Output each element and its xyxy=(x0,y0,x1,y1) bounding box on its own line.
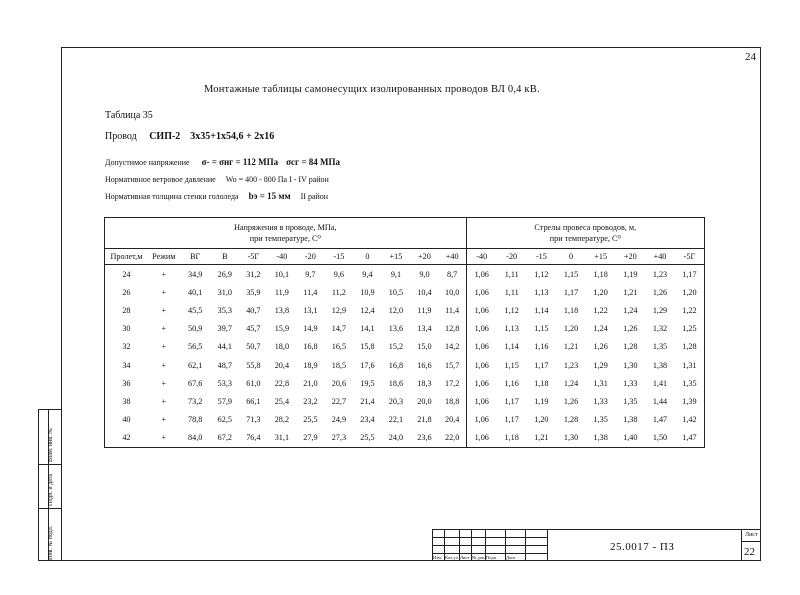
wind-value: Wo = 400 - 800 Па I - IV район xyxy=(225,175,329,184)
table-cell: 1,50 xyxy=(645,429,675,448)
table-cell: 34,9 xyxy=(188,269,203,279)
table-cell: 1,28 xyxy=(563,415,579,425)
group-header-sag: Стрелы провеса проводов, м, при температуре, С⁰ xyxy=(466,218,704,249)
column-header: -40 xyxy=(466,249,497,265)
table-cell: 48,7 xyxy=(217,360,232,370)
column-header: +20 xyxy=(410,249,439,265)
table-cell: 62,1 xyxy=(188,360,203,370)
column-header: Режим xyxy=(148,249,180,265)
table-cell: 1,21 xyxy=(623,287,638,297)
table-cell: 45,5 xyxy=(188,305,203,315)
table-cell: 11,9 xyxy=(417,305,432,315)
table-cell: 1,29 xyxy=(652,305,668,315)
table-cell: 67,6 xyxy=(188,378,203,388)
column-header: 0 xyxy=(556,249,586,265)
table-cell: 1,38 xyxy=(623,415,638,425)
param-ice xyxy=(105,191,328,201)
left-sidebar-stamp xyxy=(38,409,61,561)
table-row xyxy=(105,265,705,284)
table-cell: + xyxy=(161,415,167,425)
column-header: -20 xyxy=(296,249,325,265)
table-cell: 12,0 xyxy=(388,305,404,315)
table-cell: 11,4 xyxy=(439,301,466,319)
table-cell: 18,0 xyxy=(274,342,290,352)
table-cell: 11,2 xyxy=(331,287,346,297)
table-cell: 61,0 xyxy=(246,378,261,388)
table-cell: 1,06 xyxy=(474,415,489,425)
stamp-column-label: Изм. xyxy=(433,555,442,560)
table-cell: 1,15 xyxy=(504,360,519,370)
table-row xyxy=(105,283,705,301)
table-cell: 34 xyxy=(105,356,148,374)
wire-brand: СИП-2 xyxy=(149,131,181,142)
table-cell: 13,6 xyxy=(388,324,404,334)
table-cell: 42 xyxy=(105,429,148,448)
table-cell: 1,11 xyxy=(504,287,519,297)
table-cell: 21,0 xyxy=(303,378,318,388)
param-wind xyxy=(105,175,329,184)
table-cell: 1,23 xyxy=(563,360,579,370)
table-cell: 1,23 xyxy=(652,269,668,279)
sidebar-label-sign: Подп. и дата xyxy=(48,473,54,506)
table-cell: 18,5 xyxy=(331,360,347,370)
table-name: Таблица 35 xyxy=(105,110,153,121)
table-cell: 16,6 xyxy=(417,360,432,370)
wire-label: Провод xyxy=(105,131,137,142)
table-cell: 13,1 xyxy=(303,305,318,315)
table-cell: 1,20 xyxy=(593,287,608,297)
table-cell: 12,8 xyxy=(439,320,466,338)
table-cell: 1,31 xyxy=(593,378,608,388)
table-cell: 1,21 xyxy=(563,342,579,352)
table-cell: 1,26 xyxy=(652,287,668,297)
table-cell: 1,35 xyxy=(675,374,705,392)
table-cell: 55,8 xyxy=(246,360,261,370)
column-header: -40 xyxy=(268,249,297,265)
stamp-column-label: Кол.уч xyxy=(445,555,458,560)
table-cell: 1,30 xyxy=(623,360,638,370)
table-cell: 18,3 xyxy=(417,378,432,388)
table-cell: 25,5 xyxy=(353,429,382,448)
table-cell: 1,06 xyxy=(474,324,489,334)
table-cell: 12,9 xyxy=(331,305,347,315)
table-cell: 1,06 xyxy=(474,360,489,370)
table-cell: 44,1 xyxy=(217,342,232,352)
table-body xyxy=(105,265,705,448)
table-cell: 36 xyxy=(105,374,148,392)
table-cell: 31,2 xyxy=(246,269,261,279)
table-cell: 1,26 xyxy=(623,324,638,334)
table-row xyxy=(105,301,705,319)
table-cell: 10,4 xyxy=(417,287,432,297)
sidebar-label-replace: Взам. инв. № xyxy=(48,428,54,462)
table-cell: 1,35 xyxy=(623,396,638,406)
table-cell: 1,31 xyxy=(675,356,705,374)
table-cell: + xyxy=(161,378,167,388)
column-header: -15 xyxy=(325,249,354,265)
table-cell: 1,14 xyxy=(534,305,549,315)
page-title: Монтажные таблицы самонесущих изолированных проводов ВЛ 0,4 кВ. xyxy=(204,84,540,95)
sheet-number: 22 xyxy=(744,546,755,558)
table-cell: 24,9 xyxy=(331,415,347,425)
table-cell: 71,3 xyxy=(246,415,261,425)
table-cell: 13,8 xyxy=(274,305,290,315)
wire-spec: 3х35+1х54,6 + 2х16 xyxy=(190,131,275,142)
table-cell: 1,12 xyxy=(504,305,519,315)
table-cell: 15,2 xyxy=(388,342,404,352)
table-cell: 1,28 xyxy=(623,342,638,352)
table-cell: 1,35 xyxy=(593,415,608,425)
table-cell: 1,32 xyxy=(652,324,668,334)
table-cell: 1,28 xyxy=(675,338,705,356)
table-cell: 15,0 xyxy=(417,342,432,352)
table-row xyxy=(105,320,705,338)
table-cell: 26,9 xyxy=(217,269,232,279)
column-header: +15 xyxy=(382,249,411,265)
param-stress xyxy=(105,157,340,167)
table-cell: 1,18 xyxy=(534,378,549,388)
table-cell: 1,30 xyxy=(556,429,586,448)
table-cell: 22,8 xyxy=(274,378,290,388)
column-header: 0 xyxy=(353,249,382,265)
table-cell: 1,06 xyxy=(474,396,489,406)
table-cell: 28,2 xyxy=(274,415,290,425)
table-cell: 20,4 xyxy=(439,411,466,429)
table-cell: 1,13 xyxy=(504,324,519,334)
table-cell: 35,3 xyxy=(217,305,232,315)
table-cell: 1,21 xyxy=(527,429,557,448)
table-cell: 11,9 xyxy=(274,287,289,297)
table-cell: 1,47 xyxy=(675,429,705,448)
table-cell: 22,1 xyxy=(388,415,404,425)
ice-label: Нормативная толщина стенки гололеда xyxy=(105,192,239,201)
table-cell: + xyxy=(161,324,167,334)
table-cell: 23,2 xyxy=(303,396,318,406)
table-cell: 10,1 xyxy=(274,269,290,279)
table-cell: 24,0 xyxy=(382,429,411,448)
table-cell: 1,47 xyxy=(652,415,668,425)
table-cell: 1,44 xyxy=(652,396,668,406)
stamp-column-label: № док. xyxy=(472,555,486,560)
table-cell: 26 xyxy=(105,283,148,301)
ice-value: bэ = 15 мм xyxy=(248,191,291,201)
table-cell: 1,39 xyxy=(675,392,705,410)
table-cell: 31,1 xyxy=(268,429,297,448)
table-cell: 1,17 xyxy=(563,287,579,297)
table-cell: 35,9 xyxy=(246,287,261,297)
table-cell: 8,7 xyxy=(439,265,466,284)
sidebar-label-inv: Инв. № подл. xyxy=(48,525,54,560)
table-cell: 15,7 xyxy=(439,356,466,374)
table-cell: 1,12 xyxy=(534,269,549,279)
table-cell: 62,5 xyxy=(217,415,232,425)
table-cell: 1,25 xyxy=(675,320,705,338)
table-cell: 1,06 xyxy=(474,269,489,279)
table-cell: 23,6 xyxy=(410,429,439,448)
column-header: Пролет,м xyxy=(105,249,148,265)
table-cell: 18,6 xyxy=(388,378,404,388)
table-cell: 9,0 xyxy=(419,269,430,279)
column-header: -5Г xyxy=(675,249,705,265)
table-cell: 15,9 xyxy=(274,324,290,334)
table-cell: 20,0 xyxy=(417,396,432,406)
table-cell: 1,15 xyxy=(534,324,549,334)
sheet-label: Лист xyxy=(745,532,758,538)
table-cell: 10,0 xyxy=(439,283,466,301)
table-cell: 15,8 xyxy=(360,342,375,352)
table-cell: 1,42 xyxy=(675,411,705,429)
table-cell: 1,24 xyxy=(563,378,579,388)
table-cell: 1,06 xyxy=(474,342,489,352)
table-cell: 9,4 xyxy=(362,269,373,279)
table-cell: 40 xyxy=(105,411,148,429)
table-cell: 20,3 xyxy=(388,396,404,406)
table-cell: 25,5 xyxy=(303,415,318,425)
stamp-column-label: Подп. xyxy=(486,555,498,560)
table-cell: 24 xyxy=(105,265,148,284)
table-cell: 13,4 xyxy=(417,324,432,334)
table-cell: 66,1 xyxy=(246,396,261,406)
column-header: +20 xyxy=(616,249,646,265)
table-cell: 14,7 xyxy=(331,324,347,334)
table-cell: 1,17 xyxy=(675,265,705,284)
table-cell: 32 xyxy=(105,338,148,356)
table-row xyxy=(105,338,705,356)
table-cell: 1,22 xyxy=(675,301,705,319)
table-cell: 11,4 xyxy=(303,287,318,297)
table-cell: 1,06 xyxy=(474,378,489,388)
table-cell: 14,1 xyxy=(360,324,375,334)
table-cell: 1,41 xyxy=(652,378,668,388)
table-cell: 1,26 xyxy=(563,396,579,406)
table-cell: 20,6 xyxy=(331,378,347,388)
table-cell: 1,19 xyxy=(623,269,638,279)
table-cell: 1,18 xyxy=(563,305,579,315)
table-cell: 84,0 xyxy=(180,429,211,448)
table-cell: 39,7 xyxy=(217,324,232,334)
table-cell: 16,5 xyxy=(331,342,347,352)
table-cell: 1,16 xyxy=(534,342,549,352)
table-row xyxy=(105,392,705,410)
table-cell: 67,2 xyxy=(211,429,240,448)
table-cell: 1,38 xyxy=(586,429,616,448)
table-cell: 16,8 xyxy=(388,360,404,370)
table-cell: 40,1 xyxy=(188,287,203,297)
table-cell: 1,24 xyxy=(593,324,608,334)
table-cell: 1,20 xyxy=(675,283,705,301)
table-cell: 16,8 xyxy=(303,342,318,352)
table-cell: 22,7 xyxy=(331,396,347,406)
document-code: 25.0017 - ПЗ xyxy=(610,541,675,553)
stress-value-1: σ- = σнг = 112 МПа xyxy=(201,157,279,167)
column-header: -20 xyxy=(497,249,527,265)
table-cell: 50,7 xyxy=(246,342,261,352)
table-cell: 1,40 xyxy=(616,429,646,448)
table-cell: 1,17 xyxy=(534,360,549,370)
column-header: В xyxy=(211,249,240,265)
table-cell: 14,2 xyxy=(439,338,466,356)
table-cell: 56,5 xyxy=(188,342,203,352)
table-cell: + xyxy=(161,360,167,370)
table-cell: + xyxy=(161,342,167,352)
table-cell: 1,20 xyxy=(534,415,549,425)
table-row xyxy=(105,429,705,448)
table-cell: 53,3 xyxy=(217,378,232,388)
column-header: -5Г xyxy=(239,249,268,265)
table-cell: 1,35 xyxy=(652,342,668,352)
page-number-top: 24 xyxy=(745,51,756,63)
table-cell: 27,3 xyxy=(325,429,354,448)
title-block xyxy=(432,529,761,561)
table-cell: 1,38 xyxy=(652,360,668,370)
column-header: -15 xyxy=(527,249,557,265)
table-cell: 12,4 xyxy=(360,305,375,315)
table-cell: + xyxy=(161,305,167,315)
table-cell: 73,2 xyxy=(188,396,203,406)
column-header: +15 xyxy=(586,249,616,265)
table-cell: 1,17 xyxy=(504,415,519,425)
table-cell: 28 xyxy=(105,301,148,319)
table-cell: 50,9 xyxy=(188,324,203,334)
installation-table xyxy=(104,217,705,448)
table-cell: 1,33 xyxy=(593,396,608,406)
table-cell: 9,6 xyxy=(333,269,345,279)
wind-label: Нормативное ветровое давление xyxy=(105,175,216,184)
stress-value-2: σсг = 84 МПа xyxy=(286,157,340,167)
table-cell: + xyxy=(161,269,167,279)
table-cell: + xyxy=(161,396,167,406)
table-cell: 1,17 xyxy=(504,396,519,406)
table-cell: 1,11 xyxy=(504,269,519,279)
table-cell: 1,14 xyxy=(504,342,519,352)
ice-region: II район xyxy=(300,192,329,201)
table-cell: 31,0 xyxy=(217,287,232,297)
column-header: ВГ xyxy=(180,249,211,265)
table-cell: 22,0 xyxy=(439,429,466,448)
table-row xyxy=(105,356,705,374)
table-cell: 10,9 xyxy=(360,287,375,297)
table-cell: 25,4 xyxy=(274,396,290,406)
table-cell: 1,33 xyxy=(623,378,638,388)
stamp-column-label: Лист xyxy=(460,555,470,560)
table-cell: 1,18 xyxy=(593,269,608,279)
table-cell: + xyxy=(148,429,180,448)
table-cell: 17,6 xyxy=(360,360,375,370)
table-cell: 78,8 xyxy=(188,415,203,425)
table-cell: 9,7 xyxy=(305,269,316,279)
table-cell: 76,4 xyxy=(239,429,268,448)
table-cell: 21,4 xyxy=(360,396,375,406)
table-cell: 1,13 xyxy=(534,287,549,297)
table-cell: 1,29 xyxy=(593,360,608,370)
stress-label: Допустимое напряжение xyxy=(105,158,190,167)
table-cell: 21,8 xyxy=(417,415,432,425)
table-row xyxy=(105,374,705,392)
table-cell: 9,1 xyxy=(390,269,402,279)
table-cell: 1,22 xyxy=(593,305,608,315)
table-cell: 18,9 xyxy=(303,360,318,370)
group-header-stress: Напряжения в проводе, МПа, при температуре, С⁰ xyxy=(105,218,467,249)
table-cell: 1,15 xyxy=(563,269,579,279)
column-header-row xyxy=(105,249,705,265)
table-cell: 18,8 xyxy=(439,392,466,410)
column-header: +40 xyxy=(645,249,675,265)
table-cell: 1,26 xyxy=(593,342,608,352)
table-cell: 27,9 xyxy=(296,429,325,448)
table-cell: 1,06 xyxy=(474,305,489,315)
stamp-column-label: Дата xyxy=(506,555,515,560)
wire-line xyxy=(105,131,274,142)
table-cell: 1,16 xyxy=(504,378,519,388)
table-cell: 1,19 xyxy=(534,396,549,406)
table-cell: 40,7 xyxy=(246,305,261,315)
table-cell: 1,06 xyxy=(474,287,489,297)
table-cell: 1,18 xyxy=(497,429,527,448)
table-row xyxy=(105,411,705,429)
table-cell: 19,5 xyxy=(360,378,375,388)
table-cell: 1,06 xyxy=(466,429,497,448)
table-cell: 20,4 xyxy=(274,360,290,370)
table-cell: 17,2 xyxy=(439,374,466,392)
table-cell: 57,9 xyxy=(217,396,232,406)
table-cell: 1,24 xyxy=(623,305,638,315)
table-cell: 1,20 xyxy=(563,324,579,334)
column-header: +40 xyxy=(439,249,466,265)
table-cell: 38 xyxy=(105,392,148,410)
table-cell: + xyxy=(161,287,167,297)
table-cell: 45,7 xyxy=(246,324,261,334)
table-cell: 14,9 xyxy=(303,324,318,334)
table-cell: 23,4 xyxy=(360,415,375,425)
table-cell: 30 xyxy=(105,320,148,338)
table-cell: 10,5 xyxy=(388,287,404,297)
